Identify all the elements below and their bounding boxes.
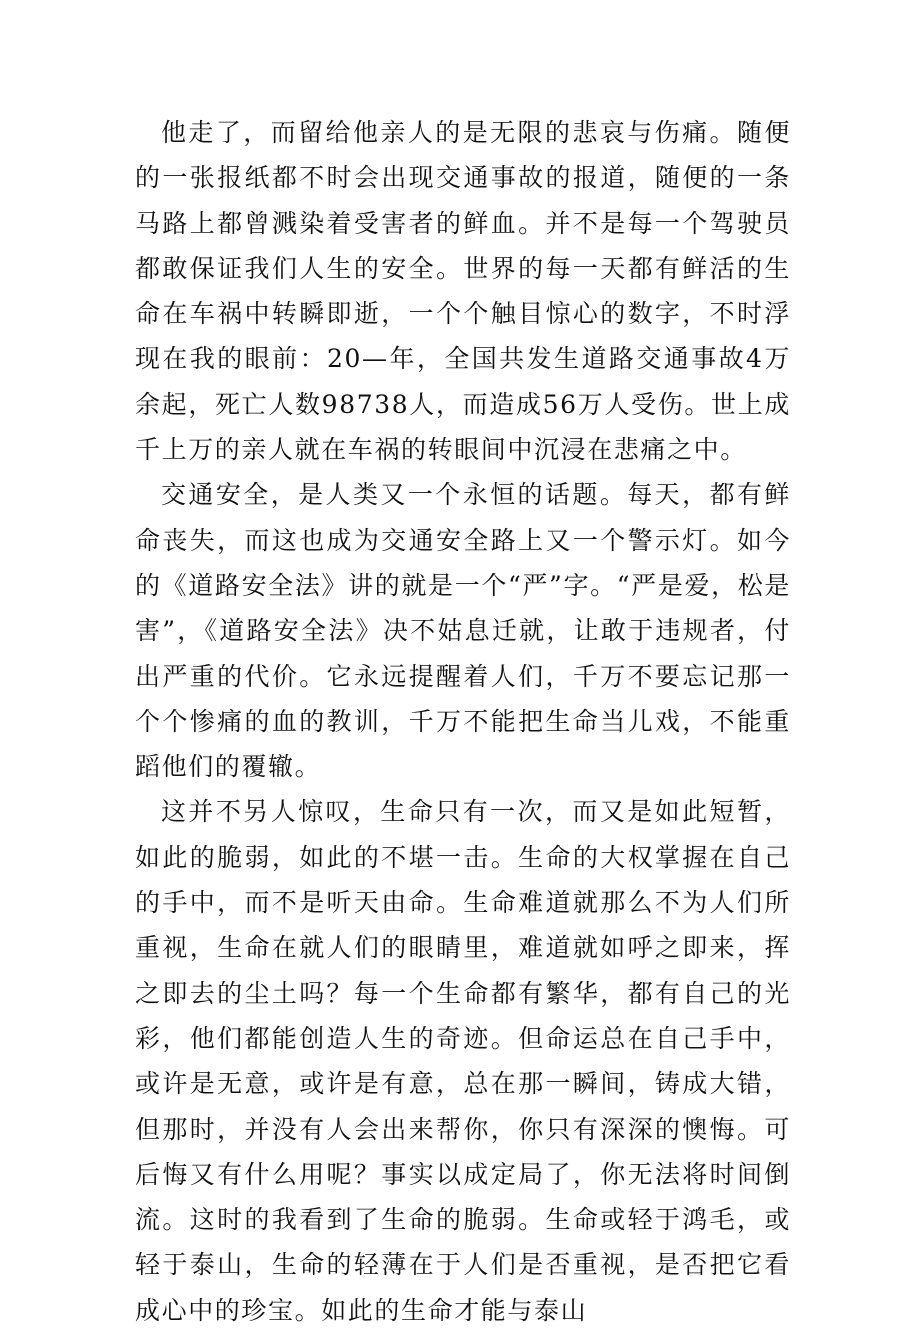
document-body — [135, 110, 791, 1333]
paragraph-2: 交通安全，是人类又一个永恒的话题。每天，都有鲜命丧失，而这也成为交通安全路上又一个警示灯。如今的《道路安全法》讲的就是一个“严”字。“严是爱，松是害”，《道路安全法》决不姑息迁就，让敢于违规者，付出严重的代价。它永远提醒着人们，千万不要忘记那一个个惨痛的血的教训，千万不能把生命当儿戏，不能重蹈他们的覆辙。 — [135, 480, 791, 782]
paragraph-3: 这并不另人惊叹，生命只有一次，而又是如此短暂，如此的脆弱，如此的不堪一击。生命的大权掌握在自己的手中，而不是听天由命。生命难道就那么不为人们所重视，生命在就人们的眼睛里，难道就如呼之即来，挥之即去的尘土吗？每一个生命都有繁华，都有自己的光彩，他们都能创造人生的奇迹。但命运总在自己手中，或许是无意，或许是有意，总在那一瞬间，铸成大错，但那时，并没有人会出来帮你，你只有深深的懊悔。可后悔又有什么用呢？事实以成定局了，你无法将时间倒流。这时的我看到了生命的脆弱。生命或轻于鸿毛，或轻于泰山，生命的轻薄在于人们是否重视，是否把它看成心中的珍宝。如此的生命才能与泰山 — [135, 797, 791, 1325]
paragraph-1: 他走了，而留给他亲人的是无限的悲哀与伤痛。随便的一张报纸都不时会出现交通事故的报道，随便的一条马路上都曾溅染着受害者的鲜血。并不是每一个驾驶员都敢保证我们人生的安全。世界的每一天都有鲜活的生命在车祸中转瞬即逝，一个个触目惊心的数字，不时浮现在我的眼前：20—年，全国共发生道路交通事故4万余起，死亡人数98738人，而造成56万人受伤。世上成千上万的亲人就在车祸的转眼间中沉浸在悲痛之中。 — [135, 118, 791, 465]
